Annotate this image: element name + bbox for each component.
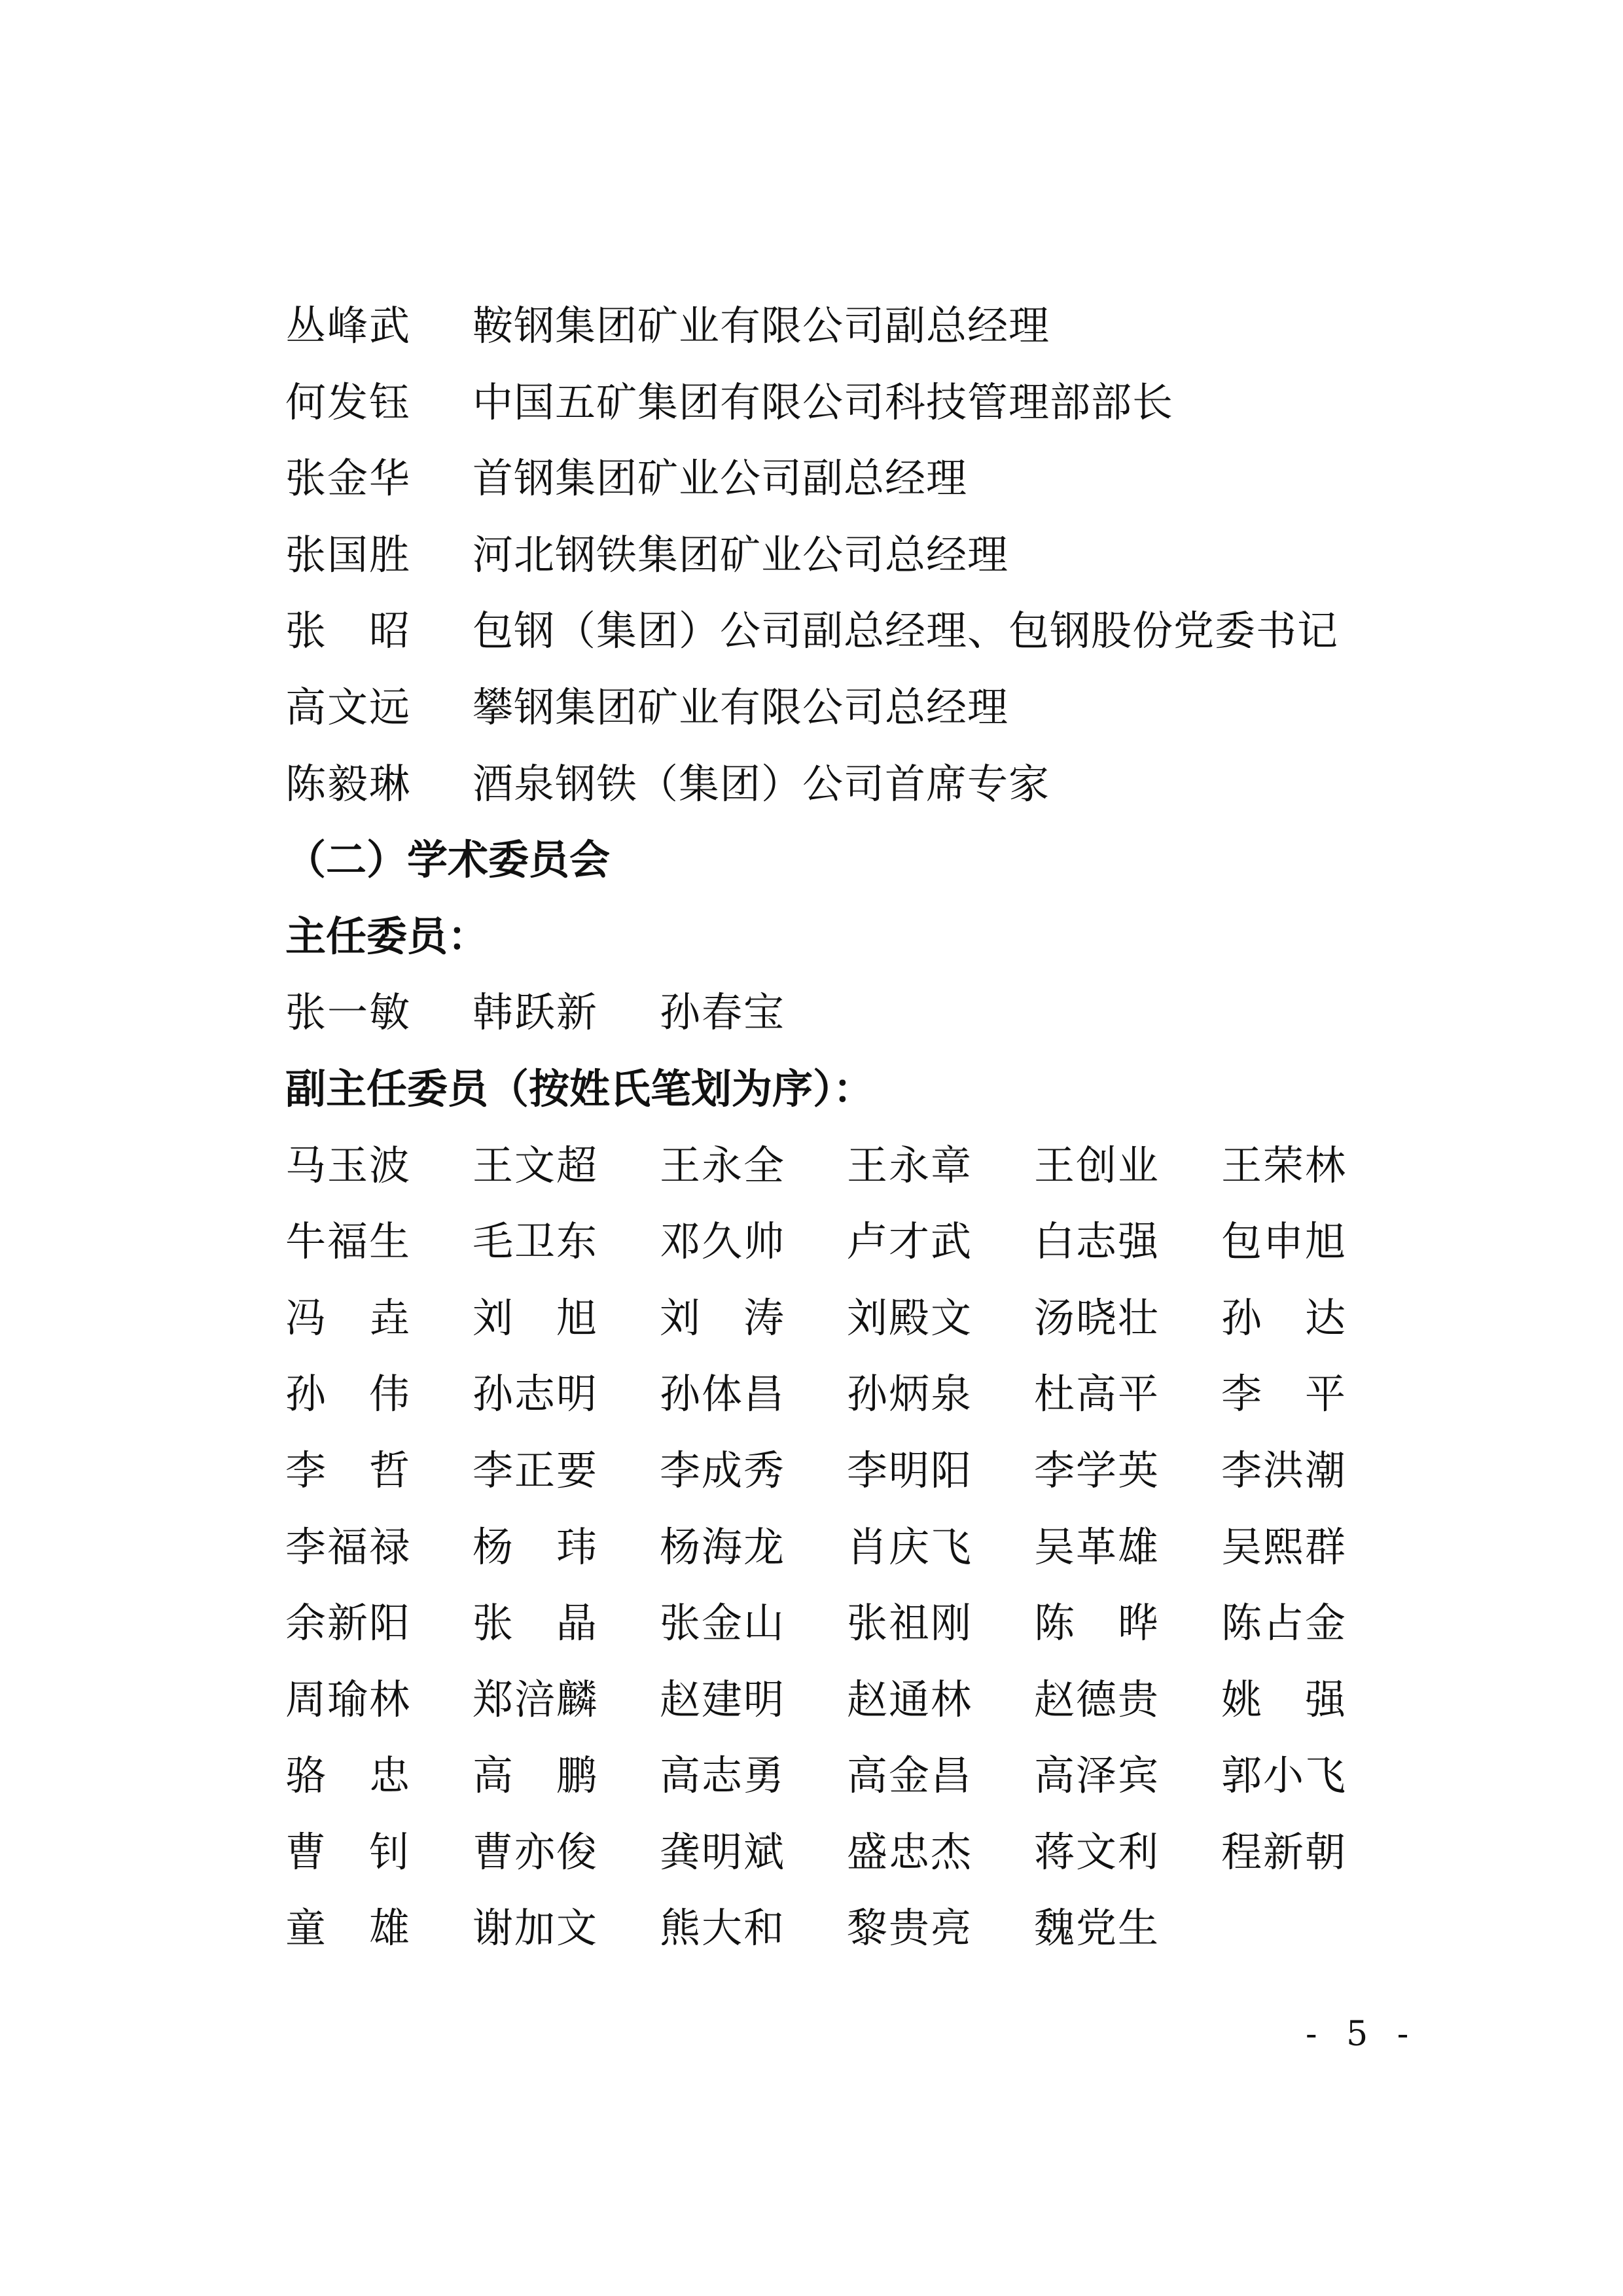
vice-director-name: 邓 久 帅 [660,1217,784,1266]
vice-director-name: 姚 强 [1221,1675,1346,1723]
vice-director-name: 张 金 山 [660,1599,784,1647]
vice-director-name: 蒋 文 利 [1034,1827,1158,1876]
director-name: 张 一 敏 [285,988,410,1037]
vice-director-name: 李 学 英 [1034,1446,1158,1494]
vice-director-name: 杜 高 平 [1034,1370,1158,1418]
member-title: 河北钢铁集团矿业公司总经理 [473,530,1009,579]
member-name: 高 文 远 [285,683,410,731]
vice-director-name: 魏 党 生 [1034,1904,1158,1952]
vice-director-row [285,1585,1359,1662]
member-title: 攀钢集团矿业有限公司总经理 [473,683,1009,731]
vice-director-name: 童 雄 [285,1904,410,1952]
member-name: 张 金 华 [285,454,410,503]
vice-director-row [285,1662,1359,1738]
vice-director-name: 陈 晔 [1034,1599,1158,1647]
section-heading: （二）学术委员会 [285,836,611,884]
vice-director-name: 周 瑜 林 [285,1675,410,1723]
vice-director-name: 李 洪 潮 [1221,1446,1346,1494]
director-names-row [285,975,1359,1051]
vice-director-name: 李 哲 [285,1446,410,1494]
vice-director-name: 肖 庆 飞 [847,1522,971,1571]
vice-director-name: 卢 才 武 [847,1217,971,1266]
vice-director-name: 张 祖 刚 [847,1599,971,1647]
vice-director-row [285,1356,1359,1433]
vice-director-name: 汤 晓 壮 [1034,1293,1158,1342]
vice-director-name: 赵 通 林 [847,1675,971,1723]
member-title: 首钢集团矿业公司副总经理 [473,454,968,503]
vice-director-name: 王 永 全 [660,1141,784,1189]
vice-director-name: 王 文 超 [473,1141,597,1189]
vice-director-name: 马 玉 波 [285,1141,410,1189]
member-row [285,593,1359,670]
vice-director-name: 高 志 勇 [660,1751,784,1800]
member-name: 何 发 钰 [285,378,410,426]
vice-director-row [285,1509,1359,1586]
director-label: 主任委员： [285,912,489,960]
member-name: 张 昭 [285,607,410,655]
vice-director-name: 李 成 秀 [660,1446,784,1494]
member-name: 张 国 胜 [285,530,410,579]
page-content [285,288,1359,1967]
vice-director-row [285,1890,1359,1967]
vice-director-name: 曹 亦 俊 [473,1827,597,1876]
vice-director-name: 盛 忠 杰 [847,1827,971,1876]
vice-director-name: 白 志 强 [1034,1217,1158,1266]
vice-director-name: 郑 涪 麟 [473,1675,597,1723]
member-title: 包钢（集团）公司副总经理、包钢股份党委书记 [473,607,1339,655]
member-title: 鞍钢集团矿业有限公司副总经理 [473,302,1050,350]
vice-director-row [285,1204,1359,1280]
vice-director-name: 陈 占 金 [1221,1599,1346,1647]
vice-director-name: 张 晶 [473,1599,597,1647]
vice-director-name: 龚 明 斌 [660,1827,784,1876]
vice-director-row [285,1814,1359,1891]
vice-director-name: 高 泽 宾 [1034,1751,1158,1800]
vice-director-name: 谢 加 文 [473,1904,597,1952]
vice-director-name: 孙 志 明 [473,1370,597,1418]
vice-director-name: 刘 涛 [660,1293,784,1342]
vice-director-name: 王 荣 林 [1221,1141,1346,1189]
vice-director-name: 杨 海 龙 [660,1522,784,1571]
vice-director-name: 李 平 [1221,1370,1346,1418]
vice-director-row [285,1280,1359,1357]
vice-director-label: 副主任委员（按姓氏笔划为序）： [285,1064,874,1113]
member-row [285,440,1359,517]
vice-director-name: 刘 殿 文 [847,1293,971,1342]
vice-director-name: 李 明 阳 [847,1446,971,1494]
director-name: 韩 跃 新 [473,988,597,1037]
vice-director-name: 高 金 昌 [847,1751,971,1800]
vice-director-name: 包 申 旭 [1221,1217,1346,1266]
vice-director-row [285,1128,1359,1204]
vice-director-name: 李 福 禄 [285,1522,410,1571]
member-row [285,365,1359,441]
vice-director-name: 郭 小 飞 [1221,1751,1346,1800]
vice-director-name: 杨 玮 [473,1522,597,1571]
member-list [285,288,1359,822]
vice-director-name: 高 鹏 [473,1751,597,1800]
vice-director-name: 吴 革 雄 [1034,1522,1158,1571]
vice-director-row [285,1433,1359,1509]
member-row [285,288,1359,365]
vice-director-name: 黎 贵 亮 [847,1904,971,1952]
vice-director-grid [285,1128,1359,1967]
member-name: 丛 峰 武 [285,302,410,350]
vice-director-name: 余 新 阳 [285,1599,410,1647]
vice-director-name: 王 创 业 [1034,1141,1158,1189]
page-number: - 5 - [1306,2015,1418,2054]
vice-director-name: 毛 卫 东 [473,1217,597,1266]
vice-director-name: 熊 大 和 [660,1904,784,1952]
vice-director-name: 曹 钊 [285,1827,410,1876]
vice-director-name: 冯 垚 [285,1293,410,1342]
member-row [285,746,1359,823]
member-row [285,670,1359,746]
vice-director-name: 孙 达 [1221,1293,1346,1342]
vice-director-name: 牛 福 生 [285,1217,410,1266]
vice-director-name: 孙 伟 [285,1370,410,1418]
vice-director-name: 赵 建 明 [660,1675,784,1723]
vice-director-name: 赵 德 贵 [1034,1675,1158,1723]
vice-director-name: 吴 熙 群 [1221,1522,1346,1571]
member-title: 中国五矿集团有限公司科技管理部部长 [473,378,1174,426]
member-title: 酒泉钢铁（集团）公司首席专家 [473,759,1050,808]
vice-director-name: 程 新 朝 [1221,1827,1346,1876]
member-row [285,517,1359,594]
vice-director-name: 李 正 要 [473,1446,597,1494]
director-name: 孙 春 宝 [660,988,784,1037]
vice-director-name: 孙 体 昌 [660,1370,784,1418]
vice-director-name: 骆 忠 [285,1751,410,1800]
member-name: 陈 毅 琳 [285,759,410,808]
vice-director-name: 王 永 章 [847,1141,971,1189]
vice-director-row [285,1738,1359,1814]
vice-director-name: 孙 炳 泉 [847,1370,971,1418]
vice-director-name: 刘 旭 [473,1293,597,1342]
